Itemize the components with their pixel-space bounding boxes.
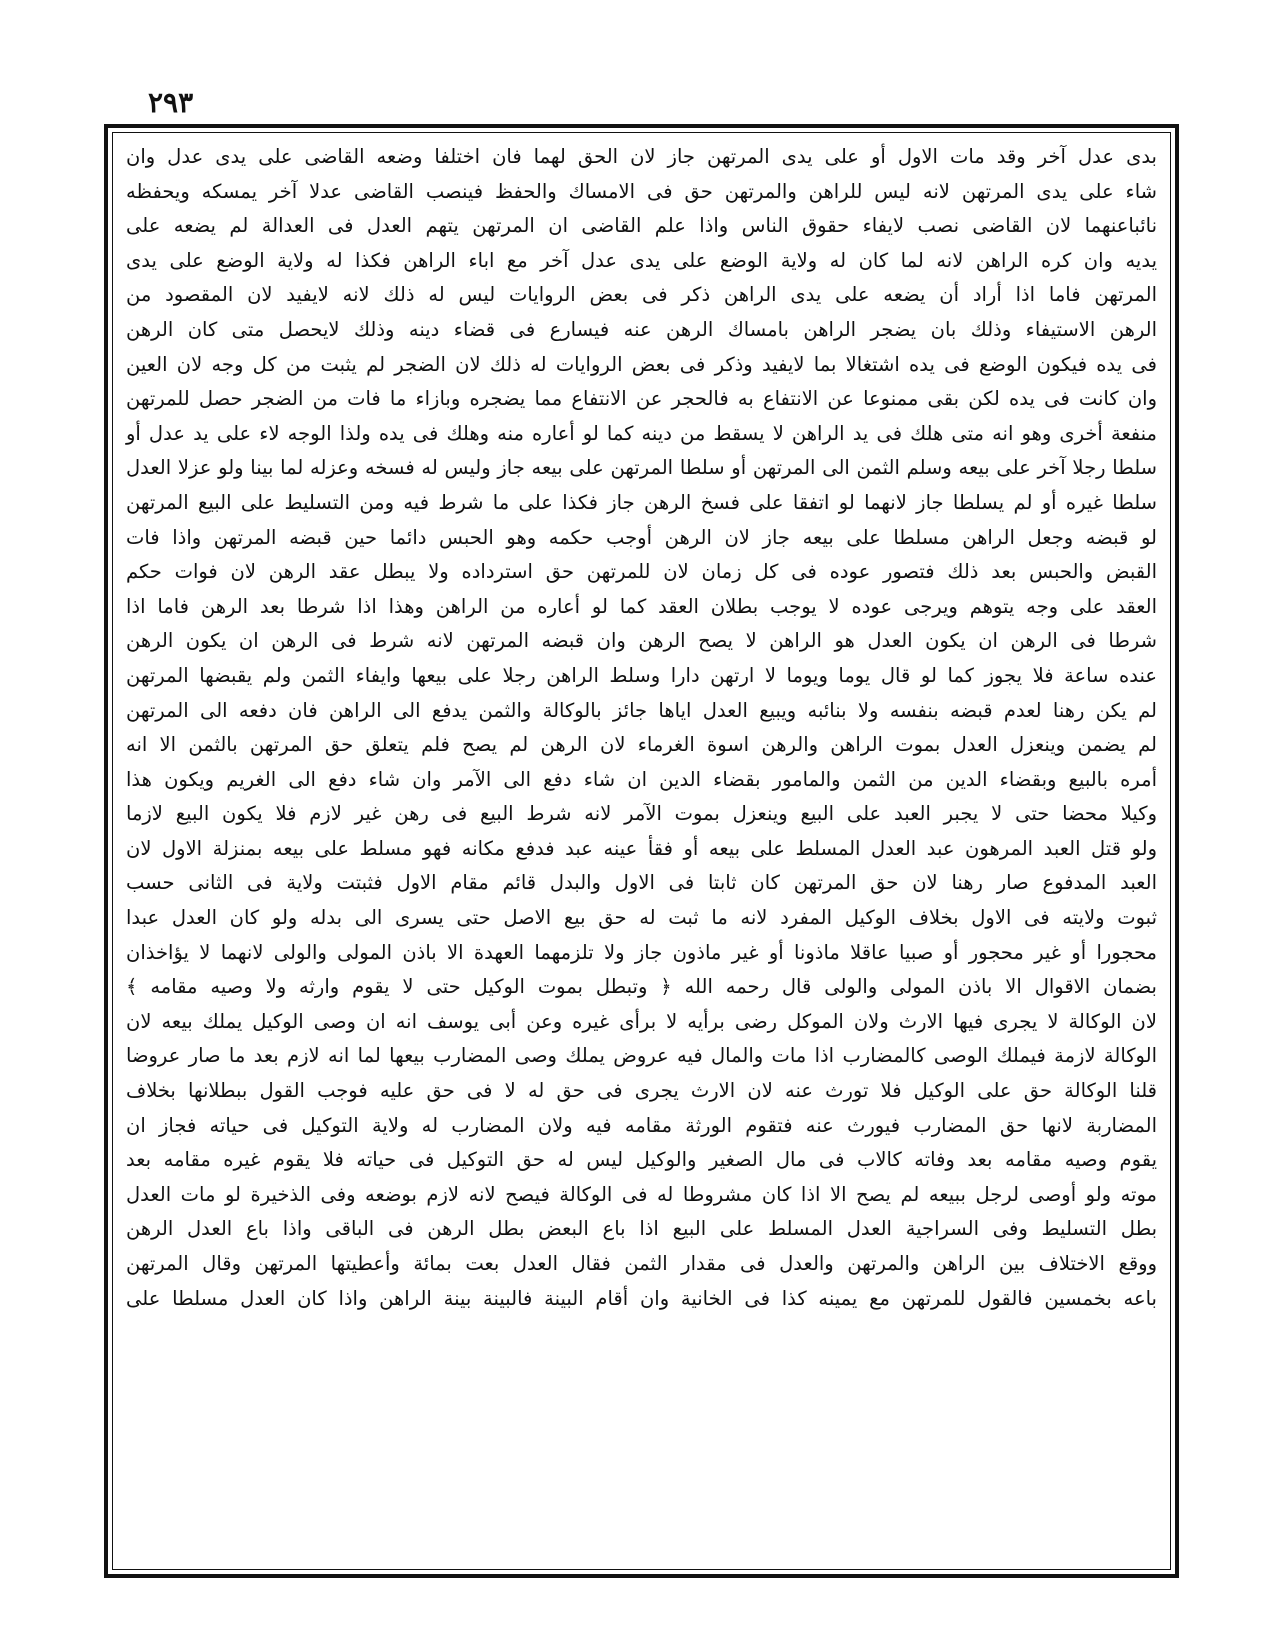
- text-line: لو قبضه وجعل الراهن مسلطا على بيعه جاز لان الرهن أوجب حكمه وهو الحبس دائما حين قبضه المرتهن واذا فات: [126, 525, 1157, 549]
- text-line: محجورا أو غير محجور أو صبيا عاقلا ماذونا أو غير ماذون جاز ولا تلزمهما العهدة الا باذن المولى والولى لانهما لا يؤاخذان: [126, 940, 1157, 964]
- text-line: لم يكن رهنا لعدم قبضه بنفسه ولا بنائبه ويبيع العدل اياها جائز بالوكالة والثمن يدفع الى الراهن فان دفعه الى المرتهن: [126, 698, 1157, 722]
- text-line: يديه وان كره الراهن لانه لما كان له ولاية الوضع على يدى عدل آخر مع اباء الراهن فكذا له ولاية الوضع على يدى: [126, 248, 1157, 272]
- text-line: بدى عدل آخر وقد مات الاول أو على يدى المرتهن جاز لان الحق لهما فان اختلفا وضعه القاضى على يدى عدل وان: [126, 145, 1157, 168]
- text-line: قلنا الوكالة حق على الوكيل فلا تورث عنه لان الارث يجرى فى حق له لا فى حق عليه فوجب القول ببطلانها بخلاف: [126, 1079, 1157, 1103]
- text-line: لان الوكالة لا يجرى فيها الارث ولان الموكل رضى برأيه لا برأى غيره وعن أبى يوسف انه ان وصى الوكيل يملك بيعه لان: [126, 1009, 1157, 1033]
- text-line: ولو قتل العبد المرهون عبد العدل المسلط على بيعه أو فقأ عينه عبد فدفع مكانه فهو مسلط على بيعه بمنزلة الاول لان: [126, 836, 1157, 860]
- text-line: المرتهن فاما اذا أراد أن يضعه على يدى الراهن ذكر فى بعض الروايات ليس له ذلك لانه لايفيد لان المقصود من: [126, 283, 1157, 307]
- text-line: سلطا غيره أو لم يسلطا جاز لانهما لو اتفقا على فسخ الرهن جاز فكذا على ما شرط فيه ومن التسليط على البيع المرتهن: [126, 490, 1157, 514]
- text-line: العقد على وجه يتوهم ويرجى عوده لا يوجب بطلان العقد كما لو أعاره من الراهن وهذا اذا شرطا بعد الرهن فاما اذا: [126, 594, 1157, 618]
- text-line: نائباعنهما لان القاضى نصب لايفاء حقوق الناس واذا علم القاضى ان المرتهن يتهم العدل فى العدالة لم يضعه على: [126, 214, 1157, 238]
- text-line: باعه بخمسين فالقول للمرتهن مع يمينه كذا فى الخانية وان أقام البينة فالبينة بينة الراهن واذا كان العدل مسلطا على: [126, 1286, 1157, 1310]
- page-number: ٢٩٣: [148, 86, 194, 119]
- text-line: الرهن الاستيفاء وذلك بان يضجر الراهن بامساك الرهن عنه فيسارع فى قضاء دينه وذلك لايحصل متى كان الرهن: [126, 317, 1157, 341]
- text-line: المضاربة لانها حق المضارب فيورث عنه فتقوم الورثة مقامه فيه ولان المضارب له ولاية التوكيل فى حياته فجاز ان: [126, 1113, 1157, 1137]
- text-line: بضمان الاقوال الا باذن المولى والولى قال رحمه الله ﴿ وتبطل بموت الوكيل حتى لا يقوم وارثه ولا وصيه مقامه ﴾: [126, 975, 1157, 999]
- text-line: شاء على يدى المرتهن لانه ليس للراهن والمرتهن حق فى الامساك والحفظ فينصب القاضى عدلا آخر يمسكه ويحفظه: [126, 179, 1157, 203]
- text-line: وان كانت فى يده لكن بقى ممنوعا عن الانتفاع به فالحجر عن الانتفاع مما يضجره وبازاء ما فات من الضجر حصل للمرتهن: [126, 387, 1157, 411]
- text-line: فى يده فيكون الوضع فى يده اشتغالا بما لايفيد وذكر فى بعض الروايات له ذلك لان الضجر لم يثبت من كل وجه لان العين: [126, 352, 1157, 376]
- text-line: يقوم وصيه مقامه بعد وفاته كالاب فى مال الصغير والوكيل ليس له حق التوكيل فى حياته فلا يقوم غيره مقامه بعد: [126, 1148, 1157, 1172]
- text-line: لم يضمن وينعزل العدل بموت الراهن والرهن اسوة الغرماء لان الرهن لم يصح فلم يتعلق حق المرتهن بالثمن الا انه: [126, 733, 1157, 757]
- text-line: الوكالة لازمة فيملك الوصى كالمضارب اذا مات والمال فيه عروض يملك وصى المضارب بيعها لما انه لازم بعد ما صار عروضا: [126, 1044, 1157, 1068]
- text-line: منفعة أخرى وهو انه متى هلك فى يد الراهن لا يسقط من دينه كما لو أعاره منه وهلك فى يده ولذا الوجه لاء على يد عدل أو: [126, 421, 1157, 445]
- text-line: بطل التسليط وفى السراجية العدل المسلط على البيع اذا باع البعض بطل الرهن فى الباقى واذا باع العدل الرهن: [126, 1217, 1157, 1241]
- text-line: أمره بالبيع وبقضاء الدين من الثمن والمامور بقضاء الدين ان شاء دفع الى الآمر وان شاء دفع الى الغريم ويكون هذا: [126, 767, 1157, 791]
- text-line: سلطا رجلا آخر على بيعه وسلم الثمن الى المرتهن أو سلطا المرتهن على بيعه جاز وليس له فسخه وعزله لما بينا ولو عزلا العدل: [126, 456, 1157, 480]
- text-line: ثبوت ولايته فى الاول بخلاف الوكيل المفرد لانه ما ثبت له حق بيع الاصل حتى يسرى الى بدله ولو كان العدل عبدا: [126, 906, 1157, 930]
- page-body-text: [122, 140, 1161, 1562]
- text-line: وكيلا محضا حتى لا يجبر العبد على البيع وينعزل بموت الآمر لانه شرط البيع فى رهن غير لازم فلا يكون البيع لازما: [126, 802, 1157, 826]
- text-line: شرطا فى الرهن ان يكون العدل هو الراهن لا يصح الرهن وان قبضه المرتهن لانه شرط فى الرهن ان يكون الرهن: [126, 629, 1157, 653]
- text-line: عنده ساعة فلا يجوز كما لو قال يوما ويوما لا ارتهن دارا وسلط الراهن رجلا على بيعها وايفاء الثمن ولم يقبضها المرتهن: [126, 663, 1157, 687]
- text-line: القبض والحبس بعد ذلك فتصور عوده فى كل زمان لان للمرتهن حق استرداده ولا يبطل عقد الرهن لان فوات حكم: [126, 560, 1157, 584]
- text-line: العبد المدفوع صار رهنا لان حق المرتهن كان ثابتا فى الاول والبدل قائم مقام الاول فثبتت ولاية فى الثانى حسب: [126, 871, 1157, 895]
- text-line: ووقع الاختلاف بين الراهن والمرتهن والعدل فى مقدار الثمن فقال العدل بعت بمائة وأعطيتها المرتهن وقال المرتهن: [126, 1252, 1157, 1275]
- text-line: موته ولو أوصى لرجل ببيعه لم يصح الا اذا كان مشروطا له فى الوكالة فيصح لانه لازم بوضعه وفى الذخيرة لو مات العدل: [126, 1182, 1157, 1206]
